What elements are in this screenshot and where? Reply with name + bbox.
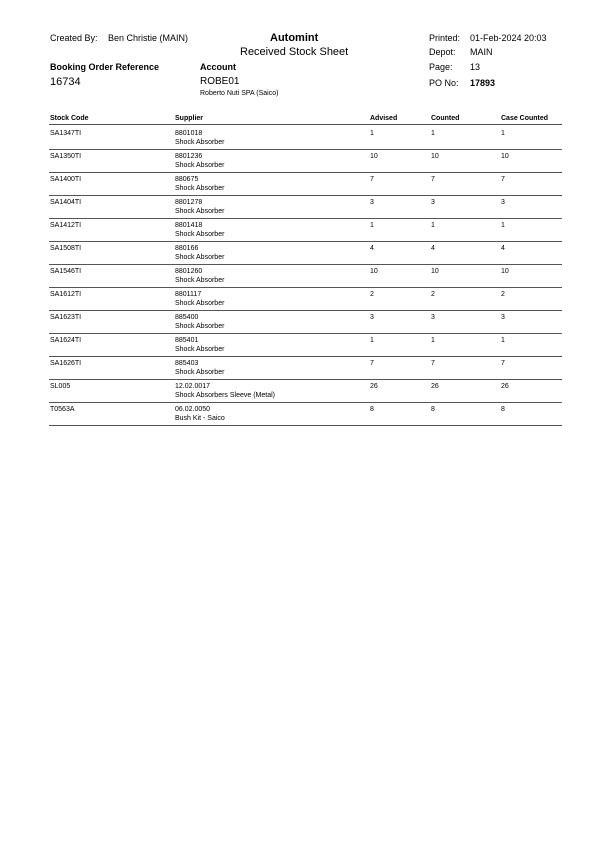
supplier-code: 12.02.0017 [175,383,211,390]
supplier-cell [175,175,224,193]
advised-cell: 26 [370,383,378,390]
advised-cell: 10 [370,153,378,160]
advised-cell: 2 [370,291,374,298]
case-counted-cell: 2 [501,291,505,298]
depot-label: Depot: [429,47,456,57]
account-label: Account [200,62,236,72]
supplier-cell [175,267,224,285]
supplier-code: 885403 [175,360,199,367]
table-row [49,380,562,403]
stock-code-cell: T0563A [50,406,75,413]
account-code: ROBE01 [200,76,240,87]
counted-cell: 8 [431,406,435,413]
item-description: Shock Absorber [175,231,225,238]
case-counted-cell: 3 [501,199,505,206]
supplier-code: 06.02.0050 [175,406,211,413]
supplier-cell [175,244,224,262]
stock-code-cell: SA1612TI [50,291,82,298]
counted-cell: 1 [431,337,435,344]
counted-cell: 3 [431,314,435,321]
supplier-cell [175,129,224,147]
supplier-code: 8801236 [175,153,203,160]
stock-code-cell: SA1404TI [50,199,82,206]
col-supplier: Supplier [175,115,204,122]
case-counted-cell: 4 [501,245,505,252]
advised-cell: 10 [370,268,378,275]
col-advised: Advised [370,115,398,122]
stock-code-cell: SA1626TI [50,360,82,367]
advised-cell: 3 [370,314,374,321]
case-counted-cell: 3 [501,314,505,321]
supplier-cell [175,198,224,216]
supplier-code: 8801117 [175,291,202,298]
stock-code-cell: SA1623TI [50,314,82,321]
item-description: Shock Absorber [175,323,225,330]
col-counted: Counted [431,115,460,122]
page-number-label: Page: [429,62,453,72]
counted-cell: 10 [431,268,439,275]
advised-cell: 3 [370,199,374,206]
col-case-counted: Case Counted [501,115,549,122]
stock-code-cell: SA1546TI [50,268,82,275]
supplier-code: 8801278 [175,199,203,206]
counted-cell: 2 [431,291,435,298]
item-description: Shock Absorber [175,277,225,284]
supplier-code: 8801418 [175,222,203,229]
case-counted-cell: 7 [501,360,505,367]
item-description: Shock Absorber [175,300,225,307]
table-row [49,196,562,219]
counted-cell: 4 [431,245,435,252]
advised-cell: 7 [370,360,374,367]
stock-code-cell: SA1508TI [50,245,82,252]
advised-cell: 8 [370,406,374,413]
depot-value: MAIN [470,47,493,57]
case-counted-cell: 7 [501,176,505,183]
supplier-cell [175,313,224,331]
case-counted-cell: 8 [501,406,505,413]
item-description: Bush Kit - Saico [175,415,225,422]
table-row [49,288,562,311]
page-title: Received Stock Sheet [240,46,349,58]
stock-code-cell: SA1400TI [50,176,82,183]
stock-code-cell: SA1350TI [50,153,82,160]
table-row [49,334,562,357]
stock-code-cell: SA1347TI [50,130,82,137]
item-description: Shock Absorber [175,369,225,376]
counted-cell: 1 [431,222,435,229]
po-number-label: PO No: [429,78,459,88]
advised-cell: 4 [370,245,374,252]
supplier-cell [175,382,275,400]
supplier-cell [175,359,224,377]
counted-cell: 1 [431,130,435,137]
advised-cell: 7 [370,176,374,183]
account-name: Roberto Nuti SPA (Saico) [200,90,279,97]
item-description: Shock Absorber [175,185,225,192]
stock-code-cell: SA1624TI [50,337,82,344]
counted-cell: 26 [431,383,439,390]
supplier-code: 8801260 [175,268,203,275]
supplier-cell [175,336,224,354]
created-by-value: Ben Christie (MAIN) [108,33,189,43]
advised-cell: 1 [370,337,374,344]
supplier-cell [175,152,224,170]
case-counted-cell: 10 [501,268,509,275]
counted-cell: 10 [431,153,439,160]
stock-table [49,127,562,426]
printed-label: Printed: [429,33,461,43]
supplier-code: 885401 [175,337,199,344]
item-description: Shock Absorber [175,346,225,353]
table-row [49,150,562,173]
table-row [49,219,562,242]
col-stock-code: Stock Code [50,115,89,122]
counted-cell: 3 [431,199,435,206]
case-counted-cell: 1 [501,222,505,229]
case-counted-cell: 10 [501,153,509,160]
supplier-code: 885400 [175,314,199,321]
advised-cell: 1 [370,130,374,137]
item-description: Shock Absorber [175,162,225,169]
supplier-cell [175,221,224,239]
table-row [49,311,562,334]
booking-ref-value: 16734 [50,76,81,88]
printed-value: 01-Feb-2024 20:03 [470,33,547,43]
header-divider [49,124,562,125]
table-row [49,127,562,150]
booking-ref-label: Booking Order Reference [50,62,160,72]
stock-code-cell: SA1412TI [50,222,82,229]
item-description: Shock Absorber [175,139,225,146]
case-counted-cell: 1 [501,337,505,344]
table-row [49,242,562,265]
item-description: Shock Absorber [175,208,225,215]
case-counted-cell: 26 [501,383,509,390]
po-number-value: 17893 [470,78,496,88]
advised-cell: 1 [370,222,374,229]
stock-code-cell: SL005 [50,383,71,390]
company-name: Automint [270,32,319,44]
table-row [49,357,562,380]
case-counted-cell: 1 [501,130,505,137]
supplier-code: 880675 [175,176,199,183]
table-row [49,403,562,426]
created-by-label: Created By: [50,33,98,43]
table-row [49,265,562,288]
counted-cell: 7 [431,176,435,183]
table-row [49,173,562,196]
supplier-code: 8801018 [175,130,203,137]
supplier-cell [175,290,224,308]
counted-cell: 7 [431,360,435,367]
page-number-value: 13 [470,62,481,72]
item-description: Shock Absorbers Sleeve (Metal) [175,392,275,399]
supplier-code: 880166 [175,245,199,252]
supplier-cell [175,405,225,423]
item-description: Shock Absorber [175,254,225,261]
